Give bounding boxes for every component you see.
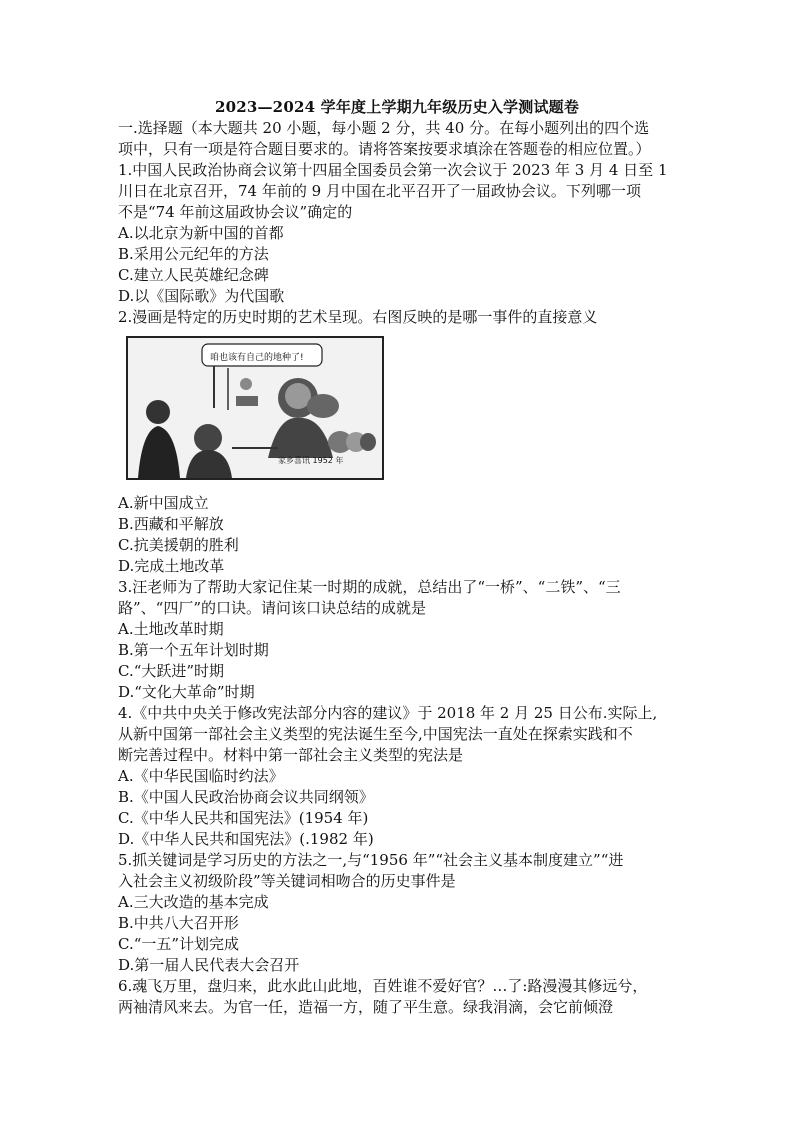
q5-option-c: C.“一五”计划完成 [118,935,240,953]
q4-option-c: C.《中华人民共和国宪法》(1954 年) [118,809,369,827]
cartoon-speech-text: 咱也该有自己的地种了! [210,353,304,363]
q6-stem-line-1: 6.魂飞万里，盘归来，此水此山此地，百姓谁不爱好官？…了:路漫漫其修远兮， [118,977,648,995]
q3-option-d: D.“文化大革命”时期 [118,683,255,701]
q6-stem-line-2: 两袖清风来去。为官一任，造福一方，随了平生意。绿我涓滴，会它前倾澄 [118,998,614,1016]
q1-stem-line-3: 不是“74 年前这届政协会议”确定的 [118,203,353,221]
q4-stem-line-2: 从新中国第一部社会主义类型的宪法诞生至今,中国宪法一直处在探索实践和不 [118,725,633,743]
q2-option-a: A.新中国成立 [118,494,209,512]
q3-option-b: B.第一个五年计划时期 [118,641,269,659]
q4-stem-line-3: 断完善过程中。材料中第一部社会主义类型的宪法是 [118,746,464,764]
q5-stem-line-2: 入社会主义初级阶段”等关键词相吻合的历史事件是 [118,872,456,890]
section-instructions-line-1: 一.选择题（本大题共 20 小题，每小题 2 分，共 40 分。在每小题列出的四个选 [118,119,650,137]
q3-option-c: C.“大跃进”时期 [118,662,225,680]
q5-option-d: D.第一届人民代表大会召开 [118,956,300,974]
section-instructions-line-2: 项中，只有一项是符合题目要求的。请将答案按要求填涂在答题卷的相应位置。） [118,140,651,158]
q1-option-b: B.采用公元纪年的方法 [118,245,269,263]
q1-option-d: D.以《国际歌》为代国歌 [118,287,285,305]
cartoon-image [126,336,384,480]
q1-option-c: C.建立人民英雄纪念碑 [118,266,269,284]
q4-option-a: A.《中华民国临时约法》 [118,767,284,785]
q4-option-b: B.《中国人民政治协商会议共同纲领》 [118,788,374,806]
q3-option-a: A.土地改革时期 [118,620,224,638]
cartoon-caption: 家乡喜讯 1952 年 [278,456,344,465]
q2-stem-line-1: 2.漫画是特定的历史时期的艺术呈现。右图反映的是哪一事件的直接意义 [118,308,598,326]
q2-option-d: D.完成土地改革 [118,557,225,575]
q1-stem-line-2: 川日在北京召开，74 年前的 9 月中国在北平召开了一届政协会议。下列哪一项 [118,182,641,200]
q5-stem-line-1: 5.抓关键词是学习历史的方法之一,与“1956 年”“社会主义基本制度建立”“进 [118,851,624,869]
exam-title: 2023—2024 学年度上学期九年级历史入学测试题卷 [214,98,580,116]
q4-stem-line-1: 4.《中共中央关于修改宪法部分内容的建议》于 2018 年 2 月 25 日公布.实际上, [118,704,658,722]
q1-option-a: A.以北京为新中国的首都 [118,224,284,242]
q2-option-b: B.西藏和平解放 [118,515,224,533]
q5-option-b: B.中共八大召开形 [118,914,239,932]
q2-option-c: C.抗美援朝的胜利 [118,536,239,554]
q5-option-a: A.三大改造的基本完成 [118,893,269,911]
q3-stem-line-2: 路”、“四厂”的口诀。请问该口诀总结的成就是 [118,599,427,617]
q3-stem-line-1: 3.汪老师为了帮助大家记住某一时期的成就，总结出了“一桥”、“二铁”、“三 [118,578,621,596]
q4-option-d: D.《中华人民共和国宪法》(.1982 年) [118,830,374,848]
q1-stem-line-1: 1.中国人民政治协商会议第十四届全国委员会第一次会议于 2023 年 3 月 4 日至 1 [118,161,668,179]
